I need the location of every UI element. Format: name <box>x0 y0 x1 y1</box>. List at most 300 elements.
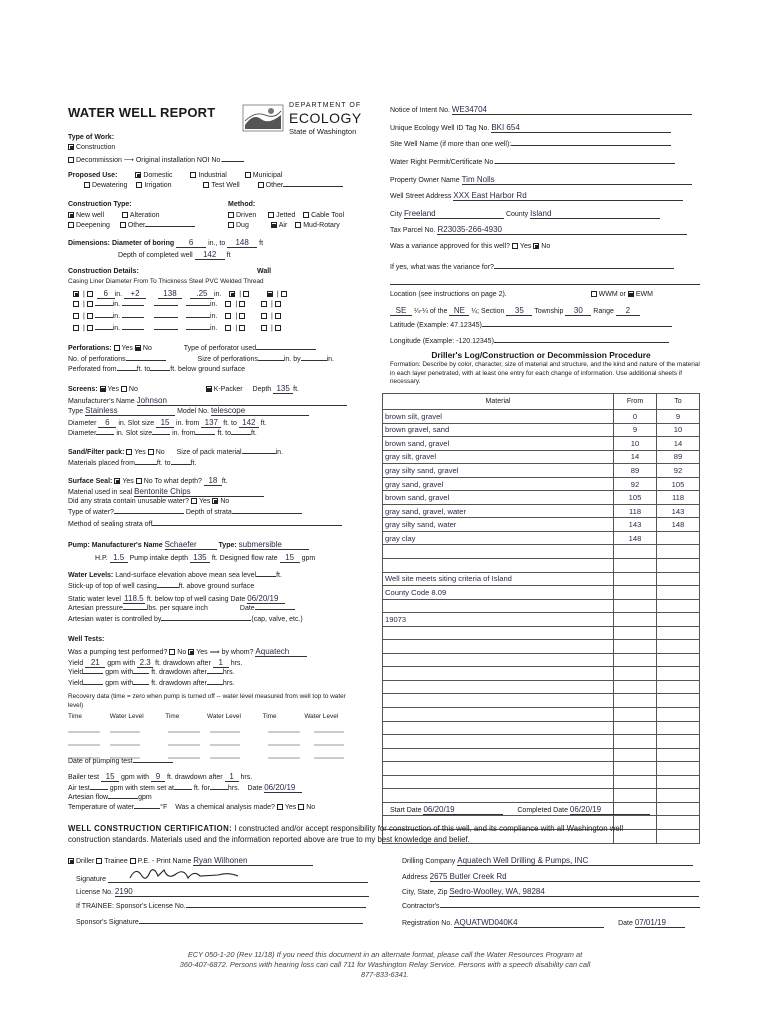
other-use-checkbox[interactable] <box>258 182 264 188</box>
alteration-checkbox[interactable] <box>122 212 128 218</box>
log-cell-to[interactable]: 92 <box>657 464 700 478</box>
log-cell-material[interactable]: brown gravel, sand <box>383 423 614 437</box>
location-row: Location (see instructions on page 2). WWM or EWM <box>390 291 653 298</box>
log-cell-material[interactable]: gray sand, gravel <box>383 477 614 491</box>
ecology-tag-value[interactable]: BKI 654 <box>491 123 671 133</box>
pump-intake-depth[interactable]: 135 <box>190 553 210 563</box>
screen-diameter[interactable]: 6 <box>98 418 116 428</box>
screen-type-row: Type Stainless Model No. telescope <box>68 406 309 416</box>
license-value[interactable]: 2190 <box>115 887 369 897</box>
hp-row: H.P. 1.5 Pump intake depth 135 ft. Designed flow rate 15 gpm <box>95 553 316 562</box>
dug-checkbox[interactable] <box>228 222 234 228</box>
casing-checkbox[interactable] <box>73 291 79 297</box>
log-cell-to[interactable] <box>657 626 700 640</box>
log-cell-from[interactable]: 143 <box>614 518 657 532</box>
quarter-value[interactable]: SE <box>390 306 412 316</box>
mud-rotary-checkbox[interactable] <box>295 222 301 228</box>
registration-row: Registration No. AQUATWD040K4 Date 07/01/19 <box>402 918 685 928</box>
log-cell-material[interactable] <box>383 708 614 722</box>
log-cell-to[interactable] <box>657 748 700 762</box>
screens-yes-checkbox[interactable] <box>100 386 106 392</box>
log-cell-to[interactable] <box>657 789 700 803</box>
yield-1-drawdown[interactable]: 2.3 <box>137 658 153 668</box>
dimensions-row: Dimensions: Diameter of boring 6 in., to 148 ft <box>68 238 264 247</box>
artesian-row: Artesian pressure lbs. per square inch Date <box>68 605 295 612</box>
log-cell-material[interactable] <box>383 694 614 708</box>
table-row <box>383 531 700 545</box>
bailer-drawdown[interactable]: 9 <box>151 772 165 782</box>
footer-line2: 360-407-6872. Persons with hearing loss can call 711 for Washington Relay Service. Persons with a speech disability can call <box>179 960 591 969</box>
log-cell-from[interactable] <box>614 667 657 681</box>
pump-type[interactable]: submersible <box>239 540 309 550</box>
bailer-hours[interactable]: 1 <box>225 772 239 782</box>
driven-checkbox[interactable] <box>228 212 234 218</box>
temperature-row: Temperature of water °F Was a chemical analysis made? Yes No <box>68 804 316 811</box>
log-cell-to[interactable] <box>657 762 700 776</box>
log-cell-to[interactable]: 105 <box>657 477 700 491</box>
ecology-tag-row: Unique Ecology Well ID Tag No. BKI 654 <box>390 123 671 133</box>
depth-boring-value[interactable]: 148 <box>227 238 257 248</box>
recovery-headers: Time Water Level Time Water Level Time Water Level <box>68 713 339 720</box>
range-value[interactable]: 2 <box>616 306 640 316</box>
log-cell-material[interactable] <box>383 735 614 749</box>
log-cell-to[interactable]: 143 <box>657 504 700 518</box>
material-seal-value[interactable]: Bentonite Chips <box>134 487 264 497</box>
log-cell-from[interactable]: 9 <box>614 423 657 437</box>
section-value[interactable]: 35 <box>506 306 532 316</box>
log-cell-material[interactable] <box>383 748 614 762</box>
log-cell-to[interactable] <box>657 531 700 545</box>
log-cell-from[interactable]: 148 <box>614 531 657 545</box>
dept-line2: ECOLOGY <box>289 110 362 126</box>
log-cell-from[interactable]: 0 <box>614 410 657 424</box>
table-row <box>383 667 700 681</box>
decommission-checkbox[interactable] <box>68 157 74 163</box>
table-row <box>383 721 700 735</box>
log-cell-to[interactable]: 10 <box>657 423 700 437</box>
table-row <box>383 708 700 722</box>
log-cell-from[interactable]: 10 <box>614 437 657 451</box>
perforations-row: Perforations: Yes No Type of perforator used <box>68 345 316 352</box>
signature-line[interactable] <box>108 872 368 883</box>
company-value[interactable]: Aquatech Well Drilling & Pumps, INC <box>457 856 693 866</box>
city-county-row: City Freeland County Island <box>390 209 660 219</box>
company-address-row: Address 2675 Butler Creek Rd <box>402 872 700 882</box>
table-row <box>383 748 700 762</box>
casing-row-2: | in. in. | | <box>73 301 283 308</box>
log-cell-from[interactable] <box>614 545 657 559</box>
log-cell-to[interactable] <box>657 694 700 708</box>
longitude-row: Longitude (Example: -120.12345) <box>390 338 669 345</box>
log-cell-to[interactable] <box>657 735 700 749</box>
log-cell-from[interactable] <box>614 613 657 627</box>
unusable-water-row: Did any strata contain unusable water? Yes No <box>68 498 230 505</box>
township-value[interactable]: 30 <box>565 306 591 316</box>
pump-hp[interactable]: 1.5 <box>110 553 128 563</box>
log-cell-material[interactable] <box>383 789 614 803</box>
manufacturer-row: Manufacturer's Name Johnson <box>68 396 347 406</box>
air-checkbox[interactable] <box>271 222 277 228</box>
log-cell-to[interactable]: 14 <box>657 437 700 451</box>
casing-header: Casing Liner Diameter From To Thickness Steel PVC Welded Thread <box>68 278 264 285</box>
driller-type-row: Driller Trainee P.E. - Print Name Ryan Wilhonen <box>68 856 313 866</box>
report-title: WATER WELL REPORT <box>68 105 216 120</box>
construction-details-label: Construction Details: <box>68 268 139 275</box>
perforations-no-checkbox[interactable] <box>135 345 141 351</box>
log-cell-to[interactable] <box>657 640 700 654</box>
table-row <box>383 694 700 708</box>
table-row <box>383 613 700 627</box>
method-label: Method: <box>228 201 256 208</box>
yield-1-hours[interactable]: 1 <box>213 658 229 668</box>
steel-checkbox[interactable] <box>229 291 235 297</box>
screen-type-value[interactable]: Stainless <box>85 406 175 416</box>
recovery-lines <box>68 728 358 762</box>
log-cell-material[interactable] <box>383 626 614 640</box>
log-cell-from[interactable] <box>614 762 657 776</box>
pumptest-no-checkbox[interactable] <box>169 649 175 655</box>
address-row: Well Street Address XXX East Harbor Rd <box>390 191 683 201</box>
company-address-value[interactable]: 2675 Butler Creek Rd <box>430 872 700 882</box>
table-row <box>383 640 700 654</box>
log-cell-material[interactable]: Well site meets siting criteria of Island <box>383 572 614 586</box>
log-cell-from[interactable] <box>614 708 657 722</box>
pe-checkbox[interactable] <box>130 858 136 864</box>
air-test-date[interactable]: 06/20/19 <box>264 783 302 793</box>
log-cell-to[interactable] <box>657 572 700 586</box>
cert-line2: construction standards. Materials used and the information reported above are true to my best knowledge and belief. <box>68 835 470 844</box>
table-row <box>383 477 700 491</box>
variance-no-checkbox[interactable] <box>533 243 539 249</box>
variance-what-row: If yes, what was the variance for? <box>390 264 674 271</box>
welded-checkbox[interactable] <box>267 291 273 297</box>
table-row <box>383 464 700 478</box>
chem-yes-checkbox[interactable] <box>277 804 283 810</box>
owner-value[interactable]: Tim Nolls <box>462 175 692 185</box>
table-row <box>383 504 700 518</box>
dept-line3: State of Washington <box>289 127 357 136</box>
dept-line1: DEPARTMENT OF <box>289 102 362 109</box>
method-sealing-row: Method of sealing strata off <box>68 521 342 528</box>
log-cell-material[interactable] <box>383 775 614 789</box>
log-cell-from[interactable]: 14 <box>614 450 657 464</box>
log-cell-to[interactable] <box>657 816 700 830</box>
log-cell-material[interactable]: brown silt, gravel <box>383 410 614 424</box>
wwm-checkbox[interactable] <box>591 291 597 297</box>
log-cell-from[interactable] <box>614 694 657 708</box>
unusable-no-checkbox[interactable] <box>212 498 218 504</box>
yield-row-2: Yield gpm with ft. drawdown after hrs. <box>68 669 235 676</box>
log-cell-from[interactable] <box>614 572 657 586</box>
casing-row-3: | in. in. | | <box>73 313 283 320</box>
type-of-work-label: Type of Work: <box>68 134 115 141</box>
pumptest-yes-checkbox[interactable] <box>188 649 194 655</box>
log-cell-from[interactable] <box>614 653 657 667</box>
date-pumping-row: Date of pumping test <box>68 758 173 765</box>
pump-test-row: Was a pumping test performed? No Yes ⟹ by whom? Aquatech <box>68 647 307 657</box>
test-well-checkbox[interactable] <box>203 182 209 188</box>
dates-row: Start Date 06/20/19 Completed Date 06/20/19 <box>390 805 650 815</box>
no-perforations-row: No. of perforations Size of perforations in. by in. <box>68 356 334 363</box>
driller-checkbox[interactable] <box>68 858 74 864</box>
proposed-use-row2: Dewatering Irrigation Test Well Other <box>84 182 343 189</box>
log-cell-material[interactable]: 19073 <box>383 613 614 627</box>
table-row <box>383 599 700 613</box>
log-cell-from[interactable] <box>614 775 657 789</box>
slot-size[interactable]: 15 <box>156 418 174 428</box>
log-cell-from[interactable] <box>614 626 657 640</box>
company-row: Drilling Company Aquatech Well Drilling & Pumps, INC <box>402 856 693 866</box>
signature-row: Signature <box>76 872 368 883</box>
test-by-whom[interactable]: Aquatech <box>255 647 307 657</box>
log-cell-from[interactable]: 92 <box>614 477 657 491</box>
log-cell-from[interactable] <box>614 748 657 762</box>
log-cell-material[interactable] <box>383 721 614 735</box>
chem-no-checkbox[interactable] <box>298 804 304 810</box>
log-cell-from[interactable]: 118 <box>614 504 657 518</box>
log-cell-to[interactable]: 9 <box>657 410 700 424</box>
cable-tool-checkbox[interactable] <box>303 212 309 218</box>
log-cell-from[interactable] <box>614 789 657 803</box>
notice-value[interactable]: WE34704 <box>452 105 692 115</box>
seal-no-checkbox[interactable] <box>136 478 142 484</box>
seal-yes-checkbox[interactable] <box>114 478 120 484</box>
log-cell-from[interactable] <box>614 599 657 613</box>
log-cell-from[interactable] <box>614 680 657 694</box>
yield-row-1: Yield 21 gpm with 2.3 ft. drawdown after 1 hrs. <box>68 658 243 667</box>
casing-row-4: | in. in. | | <box>73 325 283 332</box>
log-cell-from[interactable] <box>614 586 657 600</box>
pvc-checkbox[interactable] <box>243 291 249 297</box>
ewm-checkbox[interactable] <box>628 291 634 297</box>
construction-type-label: Construction Type: <box>68 201 132 208</box>
log-cell-material[interactable] <box>383 599 614 613</box>
screen-diameter-row: Diameter 6 in. Slot size 15 in. from 137 ft. to 142 ft. <box>68 418 267 427</box>
table-row <box>383 653 700 667</box>
city-value[interactable]: Freeland <box>404 209 504 219</box>
static-level-row: Static water level 118.5 ft. below top of well casing Date 06/20/19 <box>68 594 285 604</box>
yield-1[interactable]: 21 <box>85 658 105 668</box>
log-cell-material[interactable] <box>383 667 614 681</box>
log-cell-from[interactable] <box>614 721 657 735</box>
perforated-from-row: Perforated from ft. to ft. below ground surface <box>68 366 245 373</box>
log-cell-material[interactable]: brown sand, gravel <box>383 437 614 451</box>
contractor-row: Contractor's <box>402 903 700 910</box>
formation-note: Formation: Describe by color, character, size of material and structure, and the kind and nature of the material in each layer penetrated, with at least one entry for each change of information. Use additional sheets if necessary. <box>390 361 700 386</box>
model-value[interactable]: telescope <box>211 406 309 416</box>
log-cell-from[interactable] <box>614 640 657 654</box>
completed-date[interactable]: 06/20/19 <box>570 805 650 815</box>
manufacturer-value[interactable]: Johnson <box>137 396 347 406</box>
dewatering-checkbox[interactable] <box>84 182 90 188</box>
perforations-yes-checkbox[interactable] <box>114 345 120 351</box>
log-cell-material[interactable]: gray silt, gravel <box>383 450 614 464</box>
table-row <box>383 450 700 464</box>
kpacker-depth[interactable]: 135 <box>273 384 293 394</box>
log-cell-material[interactable] <box>383 762 614 776</box>
industrial-checkbox[interactable] <box>190 172 196 178</box>
artesian-control-row: Artesian water is controlled by (cap, valve, etc.) <box>68 616 303 623</box>
water-right-row: Water Right Permit/Certificate No. <box>390 159 675 166</box>
proposed-use-row: Proposed Use: Domestic Industrial Municipal <box>68 172 283 179</box>
log-cell-to[interactable] <box>657 586 700 600</box>
irrigation-checkbox[interactable] <box>136 182 142 188</box>
type-water-row: Type of water? Depth of strata <box>68 509 302 516</box>
construction-option[interactable]: Construction <box>68 144 115 151</box>
method-row1: Driven Jetted Cable Tool <box>228 212 344 219</box>
registration-value[interactable]: AQUATWD040K4 <box>454 918 604 928</box>
log-cell-to[interactable]: 89 <box>657 450 700 464</box>
municipal-checkbox[interactable] <box>245 172 251 178</box>
decommission-option[interactable]: Decommission ⟶ Original installation NOI No. <box>68 156 244 164</box>
casing-thickness[interactable]: .25 <box>190 289 214 299</box>
variance-row: Was a variance approved for this well? Yes No <box>390 243 551 250</box>
trainee-checkbox[interactable] <box>96 858 102 864</box>
print-name-value[interactable]: Ryan Wilhonen <box>193 856 313 866</box>
depth-completed-value[interactable]: 142 <box>195 250 225 260</box>
water-levels-row: Water Levels: Land-surface elevation above mean sea level ft. <box>68 572 282 579</box>
sand-yes-checkbox[interactable] <box>126 449 132 455</box>
log-cell-to[interactable] <box>657 653 700 667</box>
well-tests-label: Well Tests: <box>68 636 105 643</box>
log-cell-material[interactable]: gray clay <box>383 531 614 545</box>
log-cell-to[interactable] <box>657 613 700 627</box>
log-cell-to[interactable] <box>657 775 700 789</box>
log-cell-material[interactable] <box>383 653 614 667</box>
log-cell-material[interactable] <box>383 559 614 573</box>
thread-checkbox[interactable] <box>281 291 287 297</box>
diameter-boring-value[interactable]: 6 <box>176 238 206 248</box>
pump-manufacturer[interactable]: Schaefer <box>165 540 217 550</box>
wall-label: Wall <box>257 268 272 275</box>
owner-row: Property Owner Name Tim Nolls <box>390 175 692 185</box>
table-row <box>383 410 700 424</box>
table-row <box>383 735 700 749</box>
log-cell-to[interactable] <box>657 708 700 722</box>
casing-to[interactable]: 138 <box>158 289 182 299</box>
drillers-log-table <box>382 393 700 844</box>
sponsor-sig-row: Sponsor's Signature <box>76 919 363 926</box>
tax-parcel-row: Tax Parcel No. R23035-266-4930 <box>390 225 687 235</box>
method-row2: Dug Air Mud-Rotary <box>228 222 340 229</box>
quarter-row: SE ¼-¼ of the NE ¼; Section 35 Township 30 Range 2 <box>390 306 640 316</box>
bailer-row: Bailer test 15 gpm with 9 ft. drawdown after 1 hrs. <box>68 772 253 781</box>
seal-depth[interactable]: 18 <box>204 476 222 486</box>
log-cell-to[interactable]: 118 <box>657 491 700 505</box>
log-cell-to[interactable]: 148 <box>657 518 700 532</box>
domestic-checkbox[interactable] <box>135 172 141 178</box>
log-cell-from[interactable] <box>614 559 657 573</box>
deepening-checkbox[interactable] <box>68 222 74 228</box>
footer <box>0 950 770 980</box>
sand-filter-row: Sand/Filter pack: Yes No Size of pack material in. <box>68 449 284 456</box>
artesian-flow-row: Artesian flow gpm <box>68 794 152 801</box>
cert-line1: WELL CONSTRUCTION CERTIFICATION: I constructed and/or accept responsibility for construction of this well, and its compliance with all Washington well <box>68 824 624 833</box>
construction-type-row1: New well Alteration <box>68 212 160 219</box>
unusable-yes-checkbox[interactable] <box>191 498 197 504</box>
table-row <box>383 626 700 640</box>
log-cell-from[interactable] <box>614 735 657 749</box>
log-cell-material[interactable]: gray sand, gravel, water <box>383 504 614 518</box>
log-cell-to[interactable] <box>657 802 700 816</box>
footer-line1: ECY 050-1-20 (Rev 11/18) If you need this document in an alternate format, please call the Water Resources Program at <box>187 950 583 959</box>
material-seal-row: Material used in seal Bentonite Chips <box>68 487 264 497</box>
site-well-row: Site Well Name (if more than one well): <box>390 141 671 148</box>
table-row <box>383 423 700 437</box>
depth-completed-row: Depth of completed well 142 ft <box>118 250 231 259</box>
csz-row: City, State, Zip Sedro-Woolley, WA, 98284 <box>402 887 699 897</box>
construction-type-row2: Deepening Other <box>68 222 195 229</box>
log-cell-to[interactable] <box>657 545 700 559</box>
yield-row-3: Yield gpm with ft. drawdown after hrs. <box>68 680 235 687</box>
log-cell-material[interactable]: gray silty sand, water <box>383 518 614 532</box>
log-cell-from[interactable]: 89 <box>614 464 657 478</box>
section-quarter-value[interactable]: NE <box>449 306 469 316</box>
pump-row: Pump: Manufacturer's Name Schaefer Type: submersible <box>68 540 309 550</box>
liner-checkbox[interactable] <box>87 291 93 297</box>
static-date[interactable]: 06/20/19 <box>247 594 285 604</box>
log-cell-material[interactable]: County Code 8.09 <box>383 586 614 600</box>
log-cell-material[interactable] <box>383 680 614 694</box>
col-material: Material <box>383 394 614 410</box>
table-row <box>383 491 700 505</box>
casing-from[interactable]: +2 <box>124 289 146 299</box>
design-flow-rate[interactable]: 15 <box>280 553 300 563</box>
table-row <box>383 680 700 694</box>
table-row <box>383 437 700 451</box>
address-value[interactable]: XXX East Harbor Rd <box>453 191 683 201</box>
stickup-row: Stick-up of top of well casing ft. above ground surface <box>68 583 255 590</box>
log-cell-material[interactable] <box>383 545 614 559</box>
other-type-checkbox[interactable] <box>120 222 126 228</box>
variance-yes-checkbox[interactable] <box>512 243 518 249</box>
log-cell-to[interactable] <box>657 667 700 681</box>
log-cell-material[interactable] <box>383 640 614 654</box>
log-cell-to[interactable] <box>657 599 700 613</box>
screens-no-checkbox[interactable] <box>121 386 127 392</box>
log-cell-material[interactable]: gray silty sand, gravel <box>383 464 614 478</box>
start-date[interactable]: 06/20/19 <box>423 805 503 815</box>
log-cell-to[interactable] <box>657 559 700 573</box>
jetted-checkbox[interactable] <box>268 212 274 218</box>
signature-icon <box>128 866 248 882</box>
log-cell-from[interactable]: 105 <box>614 491 657 505</box>
air-test-row: Air test gpm with stem set at ft. for hrs. Date 06/20/19 <box>68 783 302 793</box>
log-cell-to[interactable] <box>657 829 700 843</box>
screen-to[interactable]: 142 <box>239 418 259 428</box>
casing-diameter[interactable]: 6 <box>97 289 115 299</box>
table-row <box>383 789 700 803</box>
kpacker-checkbox[interactable] <box>206 386 212 392</box>
table-row <box>383 518 700 532</box>
log-cell-material[interactable]: brown sand, gravel <box>383 491 614 505</box>
sand-no-checkbox[interactable] <box>148 449 154 455</box>
county-value[interactable]: Island <box>530 209 660 219</box>
static-level[interactable]: 118.5 <box>124 594 144 603</box>
log-cell-to[interactable] <box>657 680 700 694</box>
tax-parcel-value[interactable]: R23035-266-4930 <box>437 225 687 235</box>
bailer-gpm[interactable]: 15 <box>101 772 119 782</box>
construction-checkbox[interactable] <box>68 144 74 150</box>
log-cell-to[interactable] <box>657 721 700 735</box>
surface-seal-row: Surface Seal: Yes No To what depth? 18 ft. <box>68 476 228 485</box>
license-row: License No. 2190 <box>76 887 369 897</box>
cert-date-value[interactable]: 07/01/19 <box>635 918 685 928</box>
notice-row: Notice of Intent No. WE34704 <box>390 105 692 115</box>
csz-value[interactable]: Sedro-Woolley, WA, 98284 <box>449 887 699 897</box>
new-well-checkbox[interactable] <box>68 212 74 218</box>
screen-from[interactable]: 137 <box>201 418 221 428</box>
